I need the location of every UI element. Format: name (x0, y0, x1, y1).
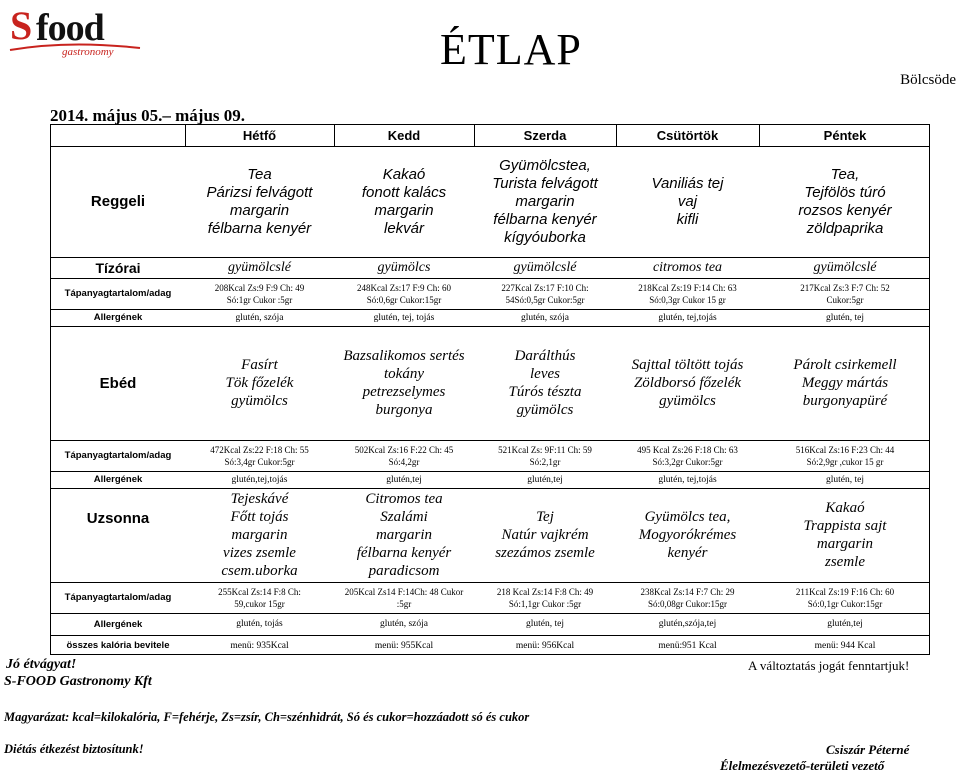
nutrition-label-3: Tápanyagtartalom/adag (64, 592, 172, 603)
ebed-wednesday: Darálthús leves Túrós tészta gyümölcs (508, 348, 582, 418)
meal-label-reggeli: Reggeli (90, 193, 146, 210)
uzsonna-allergens-thursday: glutén,szója,tej (658, 619, 717, 629)
ebed-allergens-thursday: glutén, tej,tojás (658, 474, 717, 485)
reggeli-wednesday: Gyümölcstea, Turista felvágott margarin félbarna kenyér kígyóuborka (492, 156, 598, 246)
reggeli-allergens-thursday: glutén, tej,tojás (658, 312, 717, 323)
total-thursday: menü:951 Kcal (658, 640, 717, 651)
allergens-label-1: Allergének (93, 312, 143, 323)
ebed-allergens-tuesday: glutén,tej (386, 474, 422, 485)
reggeli-nutrition-thursday: 218Kcal Zs:19 F:14 Ch: 63 Só:0,3gr Cukor 15 gr (638, 282, 737, 305)
day-header-friday: Péntek (823, 128, 867, 143)
total-friday: menü: 944 Kcal (814, 640, 876, 651)
uzsonna-thursday: Gyümölcs tea, Mogyorókrémes kenyér (638, 509, 737, 561)
reggeli-nutrition-wednesday: 227Kcal Zs:17 F:10 Ch: 54Só:0,5gr Cukor:5gr (501, 282, 589, 305)
ebed-thursday: Sajttal töltött tojás Zöldborsó főzelék gyümölcs (631, 357, 744, 409)
day-header-wednesday: Szerda (523, 128, 567, 143)
page-title: ÉTLAP (440, 25, 582, 74)
total-tuesday: menü: 955Kcal (374, 640, 434, 651)
company-name: S-FOOD Gastronomy Kft (4, 674, 152, 689)
signer-name: Csiszár Péterné (826, 742, 910, 757)
ebed-allergens-monday: glutén,tej,tojás (231, 474, 288, 485)
day-header-monday: Hétfő (242, 128, 277, 143)
logo-food: food (36, 7, 104, 49)
meal-label-ebed: Ebéd (99, 374, 137, 392)
reggeli-friday: Tea, Tejfölös túró rozsos kenyér zöldpaprika (798, 165, 892, 237)
ebed-nutrition-friday: 516Kcal Zs:16 F:23 Ch: 44 Só:2,9gr ,cukor 15 gr (795, 444, 895, 467)
ebed-friday: Párolt csirkemell Meggy mártás burgonyapüré (793, 357, 897, 409)
uzsonna-monday: Tejeskávé Főtt tojás margarin vizes zsemle csem.uborka (221, 491, 298, 579)
uzsonna-nutrition-friday: 211Kcal Zs:19 F:16 Ch: 60 Só:0,1gr Cukor:15gr (795, 586, 895, 609)
reggeli-allergens-monday: glutén, szója (235, 312, 284, 323)
uzsonna-tuesday: Citromos tea Szalámi margarin félbarna kenyér paradicsom (356, 491, 452, 579)
reggeli-allergens-wednesday: glutén, szója (520, 312, 569, 323)
ebed-monday: Fasírt Tök főzelék gyümölcs (225, 357, 294, 409)
day-header-thursday: Csütörtök (656, 128, 719, 143)
uzsonna-wednesday: Tej Natúr vajkrém szezámos zsemle (495, 509, 595, 561)
uzsonna-allergens-friday: glutén,tej (827, 619, 863, 629)
legend-text: Magyarázat: kcal=kilokalória, F=fehérje, Zs=zsír, Ch=szénhidrát, Só és cukor=hozzáadott só és cukor (4, 710, 530, 724)
uzsonna-friday: Kakaó Trappista sajt margarin zsemle (803, 500, 887, 570)
ebed-nutrition-thursday: 495 Kcal Zs:26 F:18 Ch: 63 Só:3,2gr Cukor:5gr (637, 444, 738, 467)
change-note: A változtatás jogát fenntartjuk! (748, 658, 910, 673)
total-calories-label: összes kalória bevitele (66, 640, 170, 651)
date-range: 2014. május 05.– május 09. (50, 106, 246, 125)
allergens-label-3: Allergének (93, 618, 143, 630)
signer-title: Élelmezésvezető-területi vezető (720, 758, 885, 773)
reggeli-thursday: Vaniliás tej vaj kifli (651, 174, 724, 228)
tizorai-wednesday: gyümölcslé (513, 259, 577, 275)
total-monday: menü: 935Kcal (230, 640, 289, 651)
uzsonna-allergens-wednesday: glutén, tej (526, 619, 564, 629)
logo-subtitle: gastronomy (62, 46, 114, 58)
menu-table (50, 124, 930, 655)
meal-label-tizorai: Tízórai (95, 259, 141, 276)
ebed-allergens-wednesday: glutén,tej (527, 474, 563, 485)
tizorai-friday: gyümölcslé (813, 259, 877, 275)
ebed-nutrition-tuesday: 502Kcal Zs:16 F:22 Ch: 45 Só:4,2gr (354, 444, 454, 467)
uzsonna-nutrition-monday: 255Kcal Zs:14 F:8 Ch: 59,cukor 15gr (218, 586, 301, 609)
tizorai-monday: gyümölcslé (228, 259, 291, 275)
total-wednesday: menü: 956Kcal (515, 640, 575, 651)
ebed-allergens-friday: glutén, tej (826, 474, 864, 485)
reggeli-nutrition-tuesday: 248Kcal Zs:17 F:9 Ch: 60 Só:0,6gr Cukor:15gr (357, 282, 451, 305)
reggeli-allergens-tuesday: glutén, tej, tojás (373, 312, 435, 323)
uzsonna-nutrition-wednesday: 218 Kcal Zs:14 F:8 Ch: 49 Só:1,1gr Cukor :5gr (496, 586, 594, 609)
uzsonna-allergens-tuesday: glutén, szója (379, 619, 428, 629)
group-label: Bölcsöde (900, 72, 956, 88)
nutrition-label-2: Tápanyagtartalom/adag (64, 450, 172, 461)
ebed-nutrition-monday: 472Kcal Zs:22 F:18 Ch: 55 Só:3,4gr Cukor:5gr (210, 444, 309, 467)
uzsonna-nutrition-tuesday: 205Kcal Zs14 F:14Ch: 48 Cukor :5gr (344, 586, 464, 609)
reggeli-nutrition-friday: 217Kcal Zs:3 F:7 Ch: 52 Cukor:5gr (800, 282, 890, 305)
uzsonna-allergens-monday: glutén, tojás (236, 619, 283, 629)
diet-note: Diétás étkezést biztosítunk! (4, 742, 144, 756)
jo-etvagyat: Jó étvágyat! (6, 657, 77, 672)
tizorai-thursday: citromos tea (652, 259, 723, 275)
nutrition-label-1: Tápanyagtartalom/adag (64, 288, 172, 299)
tizorai-tuesday: gyümölcs (377, 259, 431, 275)
ebed-tuesday: Bazsalikomos sertés tokány petrezselymes burgonya (343, 348, 465, 418)
uzsonna-nutrition-thursday: 238Kcal Zs:14 F:7 Ch: 29 Só:0,08gr Cukor:15gr (640, 586, 735, 609)
sfood-logo (8, 3, 143, 62)
day-header-tuesday: Kedd (387, 128, 421, 143)
reggeli-monday: Tea Párizsi felvágott margarin félbarna kenyér (206, 165, 313, 237)
reggeli-allergens-friday: glutén, tej (826, 312, 864, 323)
allergens-label-2: Allergének (93, 474, 143, 485)
reggeli-nutrition-monday: 208Kcal Zs:9 F:9 Ch: 49 Só:1gr Cukor :5gr (214, 282, 305, 305)
meal-label-uzsonna: Uzsonna (86, 509, 150, 527)
reggeli-tuesday: Kakaó fonott kalács margarin lekvár (361, 165, 447, 237)
logo-s: S (10, 3, 33, 48)
ebed-nutrition-wednesday: 521Kcal Zs: 9F:11 Ch: 59 Só:2,1gr (498, 444, 592, 467)
